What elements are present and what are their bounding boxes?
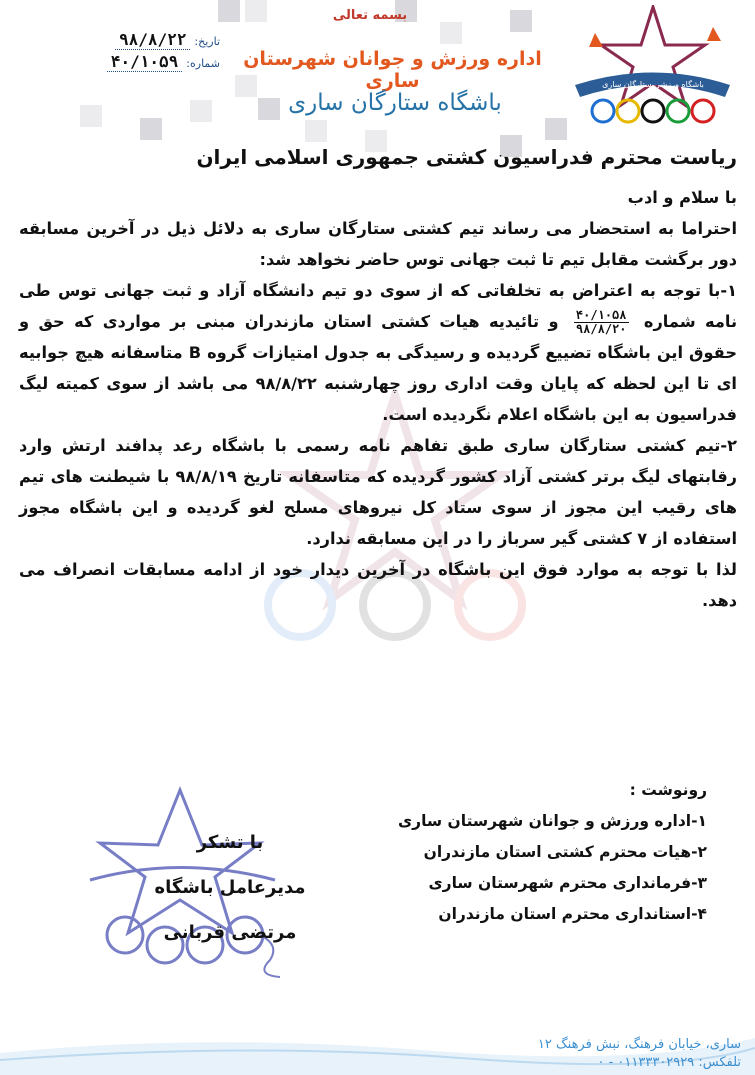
- cc-item: ۱-اداره ورزش و جوانان شهرستان ساری: [397, 812, 707, 830]
- club-name: باشگاه ستارگان ساری: [288, 90, 502, 116]
- item-1: [19, 275, 737, 430]
- item-2: ۲-تیم کشتی ستارگان ساری طبق تفاهم نامه رسمی با باشگاه رعد پدافند ارتش وارد رقابتهای لیگ برتر کشتی آزاد کشور گردیده که متاسفانه تاریخ ۹۸/۸/۱۹ با شیطنت های تیم های رقیب این مجوز از سوی ستاد کل نیروهای مسلح لغو گردیده و این باشگاه مجوز استفاده از ۷ کشتی گیر سرباز را در این مسابقه ندارد.: [19, 436, 737, 548]
- cc-title: رونوشت :: [629, 781, 707, 799]
- reference-date: ۹۸/۸/۲۰: [575, 322, 627, 336]
- item-1-start: ۱-با توجه به اعتراض به تخلفاتی که از سوی دو تیم دانشگاه آزاد و ثبت جهانی توس طی نامه شماره: [19, 281, 738, 331]
- cc-list: [377, 806, 707, 930]
- intro-paragraph: احتراما به استحضار می رساند تیم کشتی ستارگان ساری به دلائل ذیل در آخرین مسابقه دور برگشت مقابل تیم تا ثبت جهانی توس حاضر نخواهد شد:: [19, 219, 737, 269]
- footer-contact: [321, 1036, 741, 1072]
- signature-block: [125, 820, 335, 955]
- letter-body: [19, 182, 737, 616]
- cc-item: ۴-استانداری محترم استان مازندران: [438, 905, 707, 923]
- date-label: تاریخ:: [194, 35, 220, 48]
- footer-phone: تلفکس: ۰۱۱۳۳۳۰۲۹۲۹ - ۰: [597, 1055, 741, 1070]
- cc-item: ۲-هیات محترم کشتی استان مازندران: [423, 843, 707, 861]
- signature-role: مدیرعامل باشگاه: [154, 877, 306, 898]
- letter-meta: [20, 30, 220, 74]
- number-label: شماره:: [186, 57, 220, 70]
- item-1-end: و تائیدیه هیات کشتی استان مازندران مبنی بر مواردی که حق و حقوق این باشگاه تضییع گردیده و رسیدگی به جدول امتیازات گروه B متاسفانه هیچ جوابیه ای تا این لحظه که پایان وقت اداری روز چهارشنبه ۹۸/۸/۲۲ می باشد از سوی کمیته لیگ فدراسیون به این باشگاه اعلام نگردیده است.: [19, 312, 737, 424]
- date-row: [20, 30, 220, 52]
- club-logo: [565, 5, 740, 130]
- carbon-copy-section: [377, 775, 707, 930]
- logo-text: باشگاه ورزشی ستارگان ساری: [602, 80, 704, 89]
- reference-number: ۴۰/۱۰۵۸: [575, 308, 627, 322]
- conclusion: لذا با توجه به موارد فوق این باشگاه در آخرین دیدار خود از ادامه مسابقات انصراف می دهد.: [19, 560, 737, 610]
- greeting: با سلام و ادب: [627, 188, 737, 207]
- organization-name: اداره ورزش و جوانان شهرستان ساری: [243, 48, 542, 92]
- number-value: ۴۰/۱۰۵۹: [107, 52, 182, 72]
- date-value: ۹۸/۸/۲۲: [115, 30, 190, 50]
- signature-thanks: با تشکر: [196, 832, 264, 853]
- recipient-line: ریاست محترم فدراسیون کشتی جمهوری اسلامی ایران: [196, 145, 737, 169]
- number-row: [20, 52, 220, 74]
- cc-item: ۳-فرمانداری محترم شهرستان ساری: [428, 874, 707, 892]
- footer-address: ساری، خیابان فرهنگ، نبش فرهنگ ۱۲: [537, 1037, 741, 1052]
- bismillah-heading: بسمه تعالی: [332, 8, 408, 23]
- reference-fraction: [574, 309, 629, 336]
- signature-name: مرتضی قربانی: [163, 922, 297, 943]
